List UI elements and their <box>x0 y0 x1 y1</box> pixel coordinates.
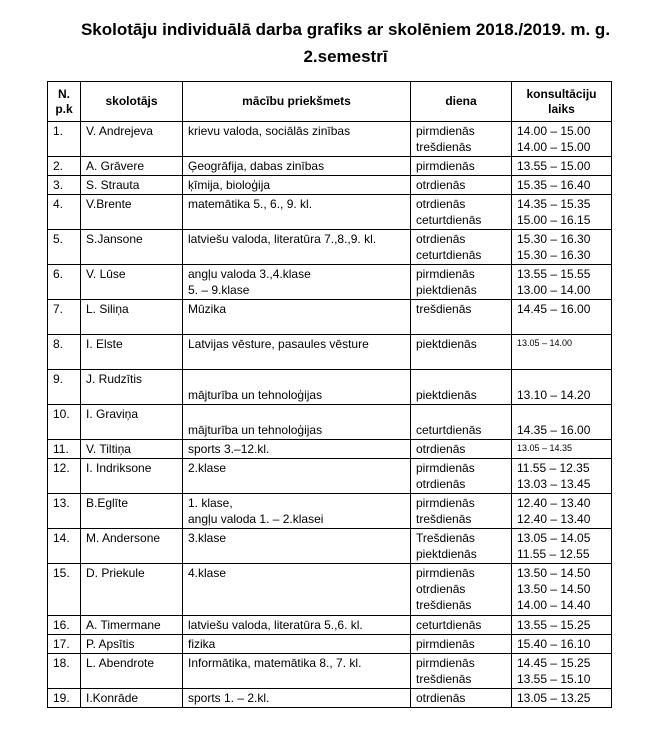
subject-cell-line: angļu valoda 1. – 2.klasei <box>188 512 324 526</box>
time-cell-line: 13.50 – 14.50 <box>517 582 591 596</box>
subject-cell-line: ķīmija, bioloģija <box>188 178 271 192</box>
table-row <box>48 265 612 300</box>
subject-cell-line: Informātika, matemātika 8., 7. kl. <box>188 656 362 670</box>
day-cell <box>411 176 512 195</box>
teacher-name: L. Siliņa <box>81 300 183 335</box>
day-cell-line: pirmdienās <box>416 637 475 651</box>
day-cell-line: trešdienās <box>416 672 472 686</box>
table-row <box>48 494 612 529</box>
day-cell <box>411 654 512 689</box>
subject-cell-line: Mūzika <box>188 302 227 316</box>
teacher-name: B.Eglīte <box>81 494 183 529</box>
table-row <box>48 405 612 440</box>
day-cell <box>411 689 512 708</box>
subject-cell-line: latviešu valoda, literatūra 5.,6. kl. <box>188 618 363 632</box>
day-cell <box>411 564 512 616</box>
row-number: 18. <box>48 654 81 689</box>
header-subject: mācību priekšmets <box>183 82 411 122</box>
table-header <box>48 82 612 122</box>
day-cell-line: pirmdienās <box>416 267 475 281</box>
time-cell-line: 11.55 – 12.35 <box>517 461 590 475</box>
row-number: 19. <box>48 689 81 708</box>
day-cell-line: pirmdienās <box>416 496 475 510</box>
subject-cell-line: sports 1. – 2.kl. <box>188 691 270 705</box>
subject-cell-line: krievu valoda, sociālās zinības <box>188 124 351 138</box>
row-number: 10. <box>48 405 81 440</box>
day-cell <box>411 195 512 230</box>
subject-cell-line: angļu valoda 3.,4.klase <box>188 267 311 281</box>
day-cell <box>411 635 512 654</box>
day-cell-line: otrdienās <box>416 477 466 491</box>
subject-cell-line: latviešu valoda, literatūra 7.,8.,9. kl. <box>188 232 377 246</box>
day-cell-line: trešdienās <box>416 512 472 526</box>
row-number: 16. <box>48 616 81 635</box>
subject-cell <box>183 440 411 459</box>
day-cell-line: ceturtdienās <box>416 423 482 437</box>
time-cell-line: 15.30 – 16.30 <box>517 232 591 246</box>
time-cell <box>512 335 612 370</box>
teacher-name: D. Priekule <box>81 564 183 616</box>
day-cell-line: otrdienās <box>416 197 466 211</box>
table-row <box>48 616 612 635</box>
table-row <box>48 689 612 708</box>
header-nr-line-2: p.k <box>55 101 73 116</box>
subject-cell-line: mājturība un tehnoloģijas <box>188 388 323 402</box>
time-cell-line: 15.35 – 16.40 <box>517 178 591 192</box>
day-cell-line: trešdienās <box>416 302 472 316</box>
time-cell-line: 14.35 – 15.35 <box>517 197 591 211</box>
teacher-name: A. Grāvere <box>81 157 183 176</box>
time-cell-line: 13.05 – 13.25 <box>517 691 591 705</box>
day-cell-line: pirmdienās <box>416 566 475 580</box>
time-cell <box>512 176 612 195</box>
subject-cell <box>183 300 411 335</box>
day-cell <box>411 122 512 157</box>
day-cell-line: otrdienās <box>416 232 466 246</box>
time-cell <box>512 494 612 529</box>
table-row <box>48 459 612 494</box>
subject-cell-line <box>188 406 406 422</box>
subject-cell-line <box>188 371 406 387</box>
row-number: 12. <box>48 459 81 494</box>
time-cell-line: 14.45 – 15.25 <box>517 656 591 670</box>
header-time <box>512 82 612 122</box>
subject-cell <box>183 335 411 370</box>
row-number: 5. <box>48 230 81 265</box>
subject-cell <box>183 370 411 405</box>
header-day: diena <box>411 82 512 122</box>
time-cell <box>512 564 612 616</box>
subject-cell <box>183 689 411 708</box>
time-cell-line: 15.00 – 16.15 <box>517 213 591 227</box>
header-time-line-1: konsultāciju <box>526 86 597 101</box>
header-nr <box>48 82 81 122</box>
row-number: 3. <box>48 176 81 195</box>
subject-cell <box>183 529 411 564</box>
day-cell-line: otrdienās <box>416 582 466 596</box>
teacher-name: S. Strauta <box>81 176 183 195</box>
table-row <box>48 529 612 564</box>
time-cell-line: 13.55 – 15.25 <box>517 618 591 632</box>
subject-cell <box>183 122 411 157</box>
time-cell <box>512 689 612 708</box>
time-cell-line: 12.40 – 13.40 <box>517 496 591 510</box>
subject-cell <box>183 230 411 265</box>
row-number: 1. <box>48 122 81 157</box>
subject-cell-line: Ģeogrāfija, dabas zinības <box>188 159 325 173</box>
subject-cell-line: sports 3.–12.kl. <box>188 442 270 456</box>
time-cell-line: 13.05 – 14.35 <box>517 443 573 453</box>
subject-cell <box>183 405 411 440</box>
day-cell-line: trešdienās <box>416 598 472 612</box>
subject-cell <box>183 176 411 195</box>
time-cell-line <box>517 406 607 422</box>
table-row <box>48 176 612 195</box>
time-cell-line: 11.55 – 12.55 <box>517 547 590 561</box>
subject-cell-line: fizika <box>188 637 216 651</box>
day-cell <box>411 459 512 494</box>
time-cell <box>512 440 612 459</box>
day-cell-line: pirmdienās <box>416 159 475 173</box>
subject-cell <box>183 616 411 635</box>
row-number: 2. <box>48 157 81 176</box>
row-number: 6. <box>48 265 81 300</box>
teacher-name: J. Rudzītis <box>81 370 183 405</box>
time-cell-line: 13.55 – 15.00 <box>517 159 591 173</box>
table-body <box>48 122 612 708</box>
day-cell-line: ceturtdienās <box>416 618 482 632</box>
subject-cell-line: 4.klase <box>188 566 227 580</box>
day-cell-line: piektdienās <box>416 337 477 351</box>
day-cell <box>411 616 512 635</box>
document-title <box>40 16 651 70</box>
header-nr-line-1: N. <box>58 86 70 101</box>
day-cell-line: piektdienās <box>416 283 477 297</box>
time-cell-line: 13.10 – 14.20 <box>517 388 591 402</box>
time-cell-line: 13.03 – 13.45 <box>517 477 591 491</box>
row-number: 8. <box>48 335 81 370</box>
time-cell-line: 13.00 – 14.00 <box>517 283 591 297</box>
subject-cell-line: 2.klase <box>188 461 227 475</box>
header-row <box>48 82 612 122</box>
day-cell <box>411 405 512 440</box>
row-number: 17. <box>48 635 81 654</box>
time-cell-line: 14.00 – 15.00 <box>517 140 591 154</box>
subject-cell <box>183 157 411 176</box>
day-cell <box>411 335 512 370</box>
day-cell-line: ceturtdienās <box>416 248 482 262</box>
teacher-name: V. Tiltiņa <box>81 440 183 459</box>
table-row <box>48 122 612 157</box>
time-cell-line: 13.05 – 14.00 <box>517 338 573 348</box>
day-cell-line <box>416 371 507 387</box>
teacher-name: V. Lūse <box>81 265 183 300</box>
subject-cell <box>183 459 411 494</box>
teacher-name: M. Andersone <box>81 529 183 564</box>
subject-cell <box>183 494 411 529</box>
time-cell <box>512 157 612 176</box>
row-number: 7. <box>48 300 81 335</box>
title-line-2: 2.semestrī <box>303 47 388 66</box>
subject-cell <box>183 635 411 654</box>
time-cell-line: 14.35 – 16.00 <box>517 423 591 437</box>
day-cell <box>411 265 512 300</box>
table-row <box>48 654 612 689</box>
time-cell-line: 13.55 – 15.55 <box>517 267 591 281</box>
subject-cell-line: Latvijas vēsture, pasaules vēsture <box>188 337 369 351</box>
table-row <box>48 370 612 405</box>
row-number: 9. <box>48 370 81 405</box>
day-cell <box>411 370 512 405</box>
time-cell-line: 15.30 – 16.30 <box>517 248 591 262</box>
time-cell <box>512 230 612 265</box>
time-cell <box>512 195 612 230</box>
table-row <box>48 635 612 654</box>
time-cell <box>512 265 612 300</box>
day-cell <box>411 529 512 564</box>
subject-cell <box>183 564 411 616</box>
day-cell-line: ceturtdienās <box>416 213 482 227</box>
day-cell <box>411 157 512 176</box>
time-cell-line: 12.40 – 13.40 <box>517 512 591 526</box>
time-cell <box>512 654 612 689</box>
teacher-name: S.Jansone <box>81 230 183 265</box>
row-number: 11. <box>48 440 81 459</box>
subject-cell-line: 5. – 9.klase <box>188 283 250 297</box>
time-cell-line <box>517 371 607 387</box>
subject-cell-line: 3.klase <box>188 531 227 545</box>
table-row <box>48 440 612 459</box>
day-cell <box>411 440 512 459</box>
day-cell-line: pirmdienās <box>416 656 475 670</box>
time-cell-line: 13.50 – 14.50 <box>517 566 591 580</box>
subject-cell-line: matemātika 5., 6., 9. kl. <box>188 197 313 211</box>
table-row <box>48 157 612 176</box>
table-row <box>48 300 612 335</box>
day-cell-line: pirmdienās <box>416 124 475 138</box>
time-cell-line: 14.00 – 14.40 <box>517 598 591 612</box>
teacher-name: L. Abendrote <box>81 654 183 689</box>
header-time-line-2: laiks <box>548 101 575 116</box>
time-cell-line: 13.05 – 14.05 <box>517 531 591 545</box>
day-cell-line: piektdienās <box>416 547 477 561</box>
teacher-name: I. Graviņa <box>81 405 183 440</box>
day-cell-line <box>416 406 507 422</box>
row-number: 14. <box>48 529 81 564</box>
time-cell <box>512 370 612 405</box>
subject-cell-line: mājturība un tehnoloģijas <box>188 423 323 437</box>
time-cell-line: 13.55 – 15.10 <box>517 672 591 686</box>
time-cell <box>512 300 612 335</box>
time-cell <box>512 122 612 157</box>
time-cell <box>512 529 612 564</box>
schedule-table <box>47 81 612 708</box>
day-cell-line: pirmdienās <box>416 461 475 475</box>
time-cell-line: 14.00 – 15.00 <box>517 124 591 138</box>
header-teacher: skolotājs <box>81 82 183 122</box>
teacher-name: I.Konrāde <box>81 689 183 708</box>
table-row <box>48 195 612 230</box>
table-row <box>48 564 612 616</box>
table-row <box>48 230 612 265</box>
time-cell <box>512 635 612 654</box>
time-cell-line: 14.45 – 16.00 <box>517 302 591 316</box>
teacher-name: I. Indriksone <box>81 459 183 494</box>
subject-cell <box>183 195 411 230</box>
day-cell-line: otrdienās <box>416 178 466 192</box>
teacher-name: V.Brente <box>81 195 183 230</box>
table-row <box>48 335 612 370</box>
subject-cell <box>183 654 411 689</box>
day-cell-line: otrdienās <box>416 691 466 705</box>
title-line-1: Skolotāju individuālā darba grafiks ar skolēniem 2018./2019. m. g. <box>80 20 611 39</box>
day-cell-line: piektdienās <box>416 388 477 402</box>
row-number: 15. <box>48 564 81 616</box>
day-cell <box>411 300 512 335</box>
day-cell-line: Trešdienās <box>416 531 475 545</box>
teacher-name: I. Elste <box>81 335 183 370</box>
day-cell <box>411 230 512 265</box>
day-cell <box>411 494 512 529</box>
subject-cell-line: 1. klase, <box>188 496 233 510</box>
time-cell <box>512 405 612 440</box>
row-number: 4. <box>48 195 81 230</box>
time-cell-line: 15.40 – 16.10 <box>517 637 591 651</box>
day-cell-line: trešdienās <box>416 140 472 154</box>
teacher-name: P. Apsītis <box>81 635 183 654</box>
teacher-name: V. Andrejeva <box>81 122 183 157</box>
time-cell <box>512 459 612 494</box>
day-cell-line: otrdienās <box>416 442 466 456</box>
row-number: 13. <box>48 494 81 529</box>
subject-cell <box>183 265 411 300</box>
time-cell <box>512 616 612 635</box>
teacher-name: A. Timermane <box>81 616 183 635</box>
